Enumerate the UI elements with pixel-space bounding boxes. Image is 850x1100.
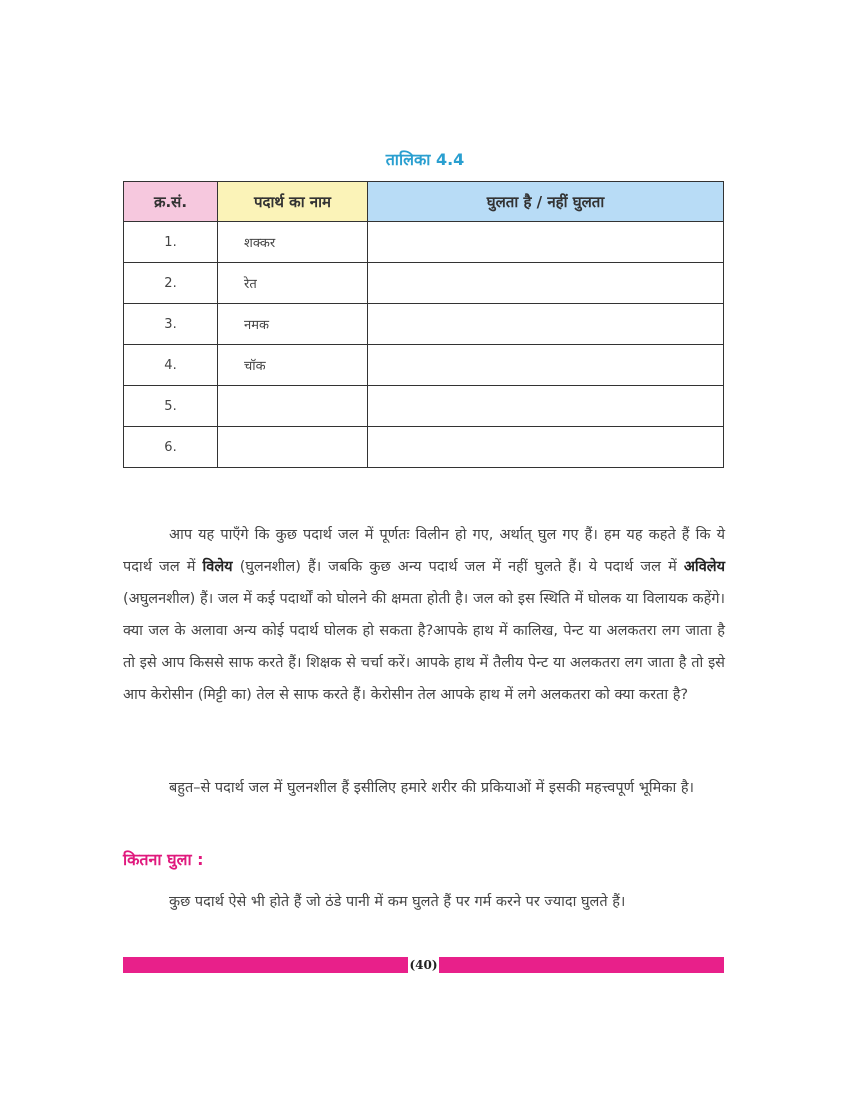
header-serial-number: क्र.सं. [124,182,218,222]
row-substance [218,427,368,468]
header-substance-name: पदार्थ का नाम [218,182,368,222]
paragraph-text: आप यह पाएँगे कि कुछ पदार्थ जल में पूर्णतः विलीन हो गए, अर्थात् घुल गए हैं। हम यह कहते हैं कि ये पदार्थ जल में [123,527,725,575]
row-result [368,263,724,304]
row-number: 5. [124,386,218,427]
footer-bar-left [123,957,408,973]
paragraph-text: कुछ पदार्थ ऐसे भी होते हैं जो ठंडे पानी में कम घुलते हैं पर गर्म करने पर ज्यादा घुलते हैं। [169,894,626,910]
row-result [368,222,724,263]
row-number: 6. [124,427,218,468]
paragraph-how-much-dissolved [123,886,725,918]
row-result [368,345,724,386]
row-substance: नमक [218,304,368,345]
row-substance: शक्कर [218,222,368,263]
row-number: 4. [124,345,218,386]
table-header-row [124,182,724,222]
row-result [368,427,724,468]
row-number: 2. [124,263,218,304]
table-title: तालिका 4.4 [385,150,465,169]
row-number: 1. [124,222,218,263]
paragraph-text: (घुलनशील) हैं। जबकि कुछ अन्य पदार्थ जल में नहीं घुलते हैं। ये पदार्थ जल में [232,559,684,575]
table-row [124,386,724,427]
row-substance: चॉक [218,345,368,386]
table-row [124,304,724,345]
row-result [368,386,724,427]
table-row [124,427,724,468]
row-substance: रेत [218,263,368,304]
table-row [124,222,724,263]
paragraph-solubility [123,519,725,711]
row-number: 3. [124,304,218,345]
solubility-table [123,181,724,468]
paragraph-body-importance [123,772,725,804]
term-soluble: विलेय [202,559,233,575]
section-heading: कितना घुला : [123,850,204,869]
footer-bar-right [439,957,724,973]
term-insoluble: अविलेय [683,559,725,575]
paragraph-text: बहुत–से पदार्थ जल में घुलनशील हैं इसीलिए हमारे शरीर की प्रकियाओं में इसकी महत्त्वपूर्ण भूमिका है। [169,780,695,796]
header-dissolves: घुलता है / नहीं घुलता [368,182,724,222]
row-substance [218,386,368,427]
page-number: (40) [409,958,438,972]
paragraph-text: (अघुलनशील) हैं। जल में कई पदार्थों को घोलने की क्षमता होती है। जल को इस स्थिति में घोलक या विलायक कहेंगे। क्या जल के अलावा अन्य कोई पदार्थ घोलक हो सकता है?आपके हाथ में कालिख, पेन्ट या अलकतरा लग जाता है तो इसे आप किससे साफ करते हैं। शिक्षक से चर्चा करें। आपके हाथ में तैलीय पेन्ट या अलकतरा लग जाता है तो इसे आप केरोसीन (मिट्टी का) तेल से साफ करते हैं। केरोसीन तेल आपके हाथ में लगे अलकतरा को क्या करता है? [123,591,725,703]
table-row [124,263,724,304]
row-result [368,304,724,345]
table-row [124,345,724,386]
